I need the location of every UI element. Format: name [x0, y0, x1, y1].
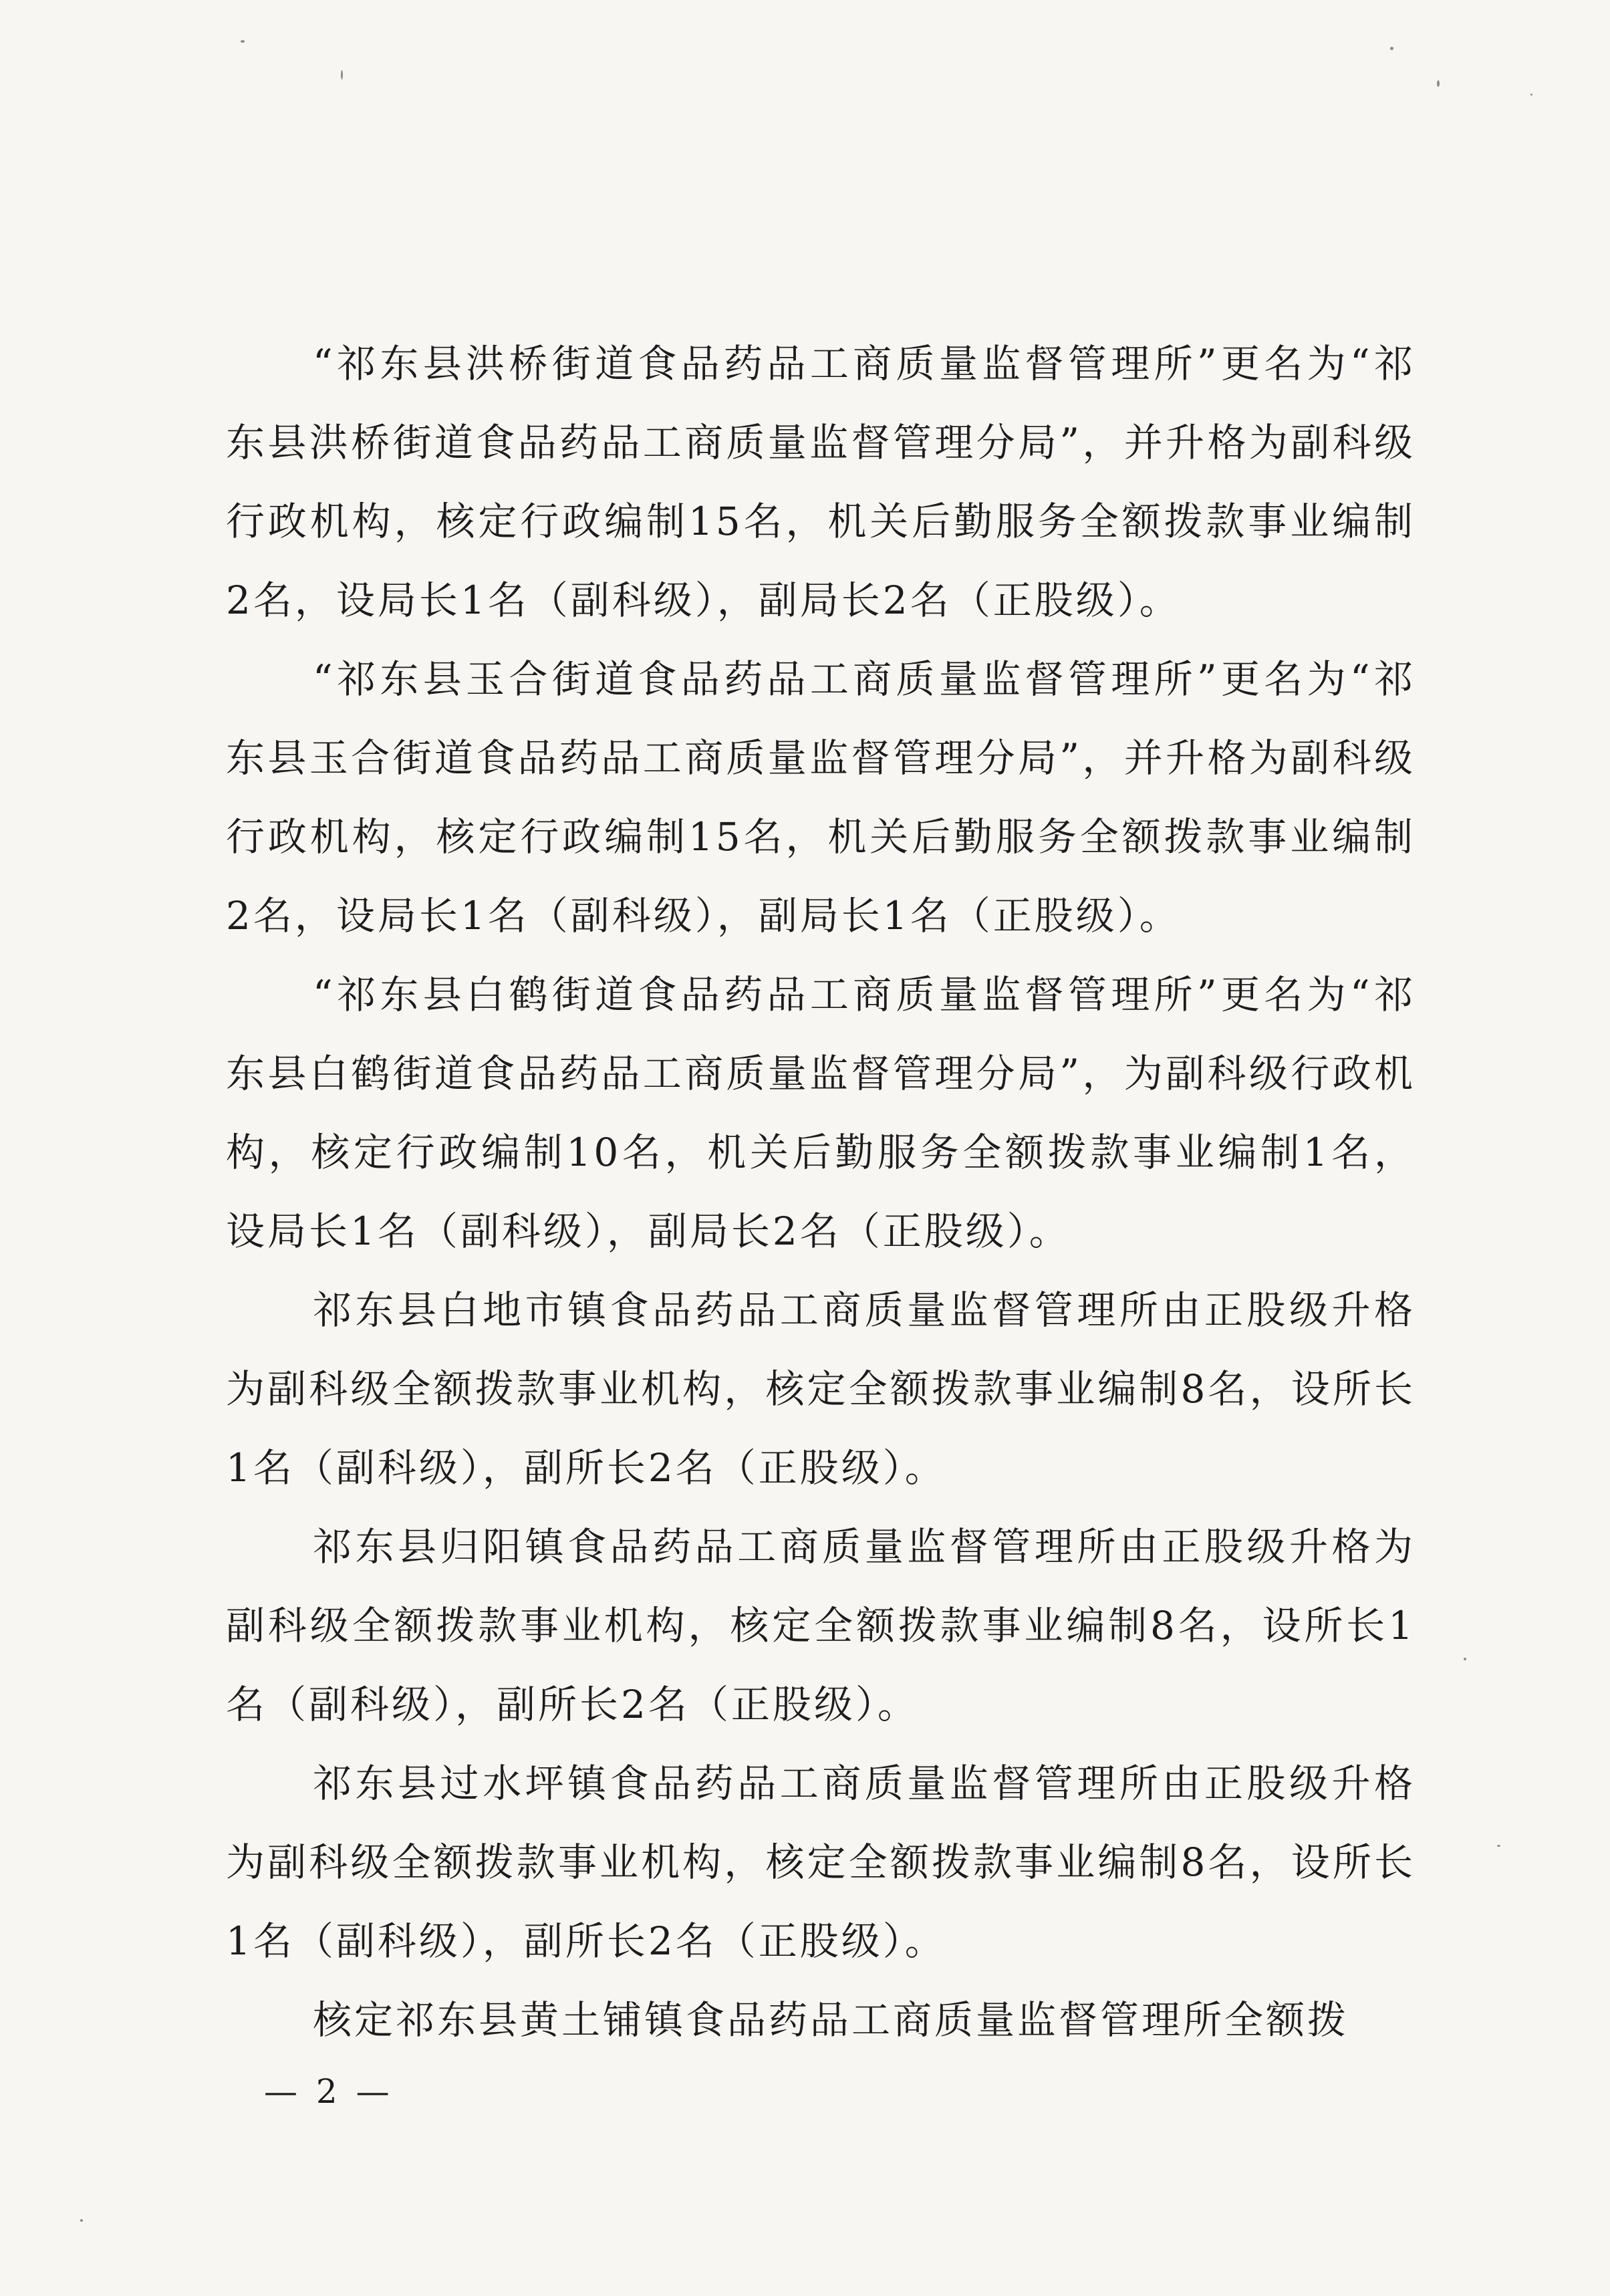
scan-speck	[1437, 80, 1440, 87]
page-number: — 2 —	[264, 2072, 394, 2111]
scan-speck	[1497, 1845, 1500, 1847]
paragraph-baihe: “祁东县白鹤街道食品药品工商质量监督管理所”更名为“祁东县白鹤街道食品药品工商质量监督管理分局”，为副科级行政机构，核定行政编制10名，机关后勤服务全额拨款事业编制1名，设局长1名（副科级），副局长2名（正股级）。	[226, 972, 1416, 1254]
scan-speck	[241, 40, 245, 43]
paragraph-hongqiao: “祁东县洪桥街道食品药品工商质量监督管理所”更名为“祁东县洪桥街道食品药品工商质量监督管理分局”，并升格为副科级行政机构，核定行政编制15名，机关后勤服务全额拨款事业编制2名，设局长1名（副科级），副局长2名（正股级）。	[226, 341, 1416, 623]
paragraph-guiyang: 祁东县归阳镇食品药品工商质量监督管理所由正股级升格为副科级全额拨款事业机构，核定全额拨款事业编制8名，设所长1名（副科级），副所长2名（正股级）。	[226, 1524, 1416, 1727]
paragraph-yuhe: “祁东县玉合街道食品药品工商质量监督管理所”更名为“祁东县玉合街道食品药品工商质量监督管理分局”，并升格为副科级行政机构，核定行政编制15名，机关后勤服务全额拨款事业编制2名，设局长1名（副科级），副局长1名（正股级）。	[226, 656, 1416, 938]
scan-speck	[1530, 94, 1532, 96]
paragraph-huangtupu: 核定祁东县黄土铺镇食品药品工商质量监督管理所全额拨	[313, 1997, 1349, 2043]
scan-speck	[80, 2219, 83, 2222]
paragraph-guoshuiping: 祁东县过水坪镇食品药品工商质量监督管理所由正股级升格为副科级全额拨款事业机构，核定全额拨款事业编制8名，设所长1名（副科级），副所长2名（正股级）。	[226, 1761, 1416, 1964]
scan-speck	[1390, 47, 1393, 50]
scan-speck	[1464, 1658, 1466, 1660]
paragraph-baidishi: 祁东县白地市镇食品药品工商质量监督管理所由正股级升格为副科级全额拨款事业机构，核定全额拨款事业编制8名，设所长1名（副科级），副所长2名（正股级）。	[226, 1287, 1416, 1491]
scan-speck	[341, 70, 343, 80]
body-text	[226, 324, 1416, 2059]
